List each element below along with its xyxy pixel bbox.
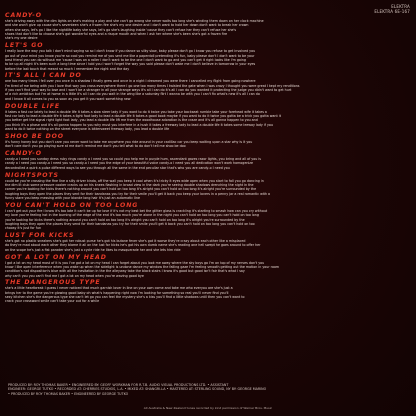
credit-line: • PRODUCED BY ROY THOMAS BAKER • ENGINEERED BY GEORGE TUTKO [8,391,129,396]
lyric-line: on the scope he's just a fist parader she's just a cycle ride he likes to masquerade her and she lets him ride [5,247,181,252]
song-lyrics [5,19,411,41]
lyric-line: go out of your mind you know you're so cool you remind me of you sent me like a paperdoll pretending it's fun, baby please don't I don't want to be your [5,53,255,58]
lyric-line: best friend you can do without me 'cause I was on a roller I don't want to be the one I don't want to go and you can't get it right looks like I'm going [5,57,246,62]
lyric-line: and I know it all comes to you as soon as you get it you want something new [5,96,131,101]
song-lyrics [5,110,411,132]
lyric-line: could be you're crossing the fine line a silly driver kinda, off the wall you keep it cool when it's tricky it eyes wide open when you start to fall you go dancing in [5,178,264,183]
lyric-line: and she won't give up cause she's seventeen she's a frozen fire she's my one desire and I don't want to hold her down don't want to break her crown [5,23,249,28]
song-lyrics [5,209,411,231]
song-block [5,254,411,278]
lyric-line: candy-o I need you sunday dress ruby rings candy o I need you so could you help me in purple hum, ascendant gazes razor lights, you bring and all of you is [5,157,261,162]
lyric-line: fast car lady to lead a double life it takes a light foot lady to lead a double life it takes a good book maybe if you want to do it twice you gotta be a trick you gotta want it [5,114,281,118]
song-lyrics [5,49,411,71]
song-title: SHOO BE DOO [5,132,64,140]
lyric-line: you think it's a phase and it's all gonna happen to you why must you interfere in a hush it takes a freeway lady to lead a double life it takes some leeway lady if you [5,122,273,127]
song-title: GOT A LOT ON MY HEAD [5,253,107,261]
song-block [5,103,411,132]
song-lyrics [5,261,411,278]
lyric-line: my love you're feeling hot in the burning of the edge of the end it's too much you're alone in the night you can't hold on too long you can't hold on too long [5,213,259,218]
lyric-line: funny stare you keep messing with your blonde long hair it's just an automatic line [5,195,140,200]
lyric-line: she's driving away with the dim lights on she's making a play and she can't go wrong she never waits too long she's winding them down on her clock machine [5,19,264,23]
lyric-line: you're looking for kicks there's nothing around you can't hold on too long it's alright you can't hold on too long it's alright you're surrounded by the [5,217,245,222]
song-title: THE DANGEROUS TYPE [5,279,101,287]
lyric-line: you better get the signal right light foot lady, you lead a double life lift me from the woodhouse adoration is the craze and it's all gonna happen to you and [5,118,258,123]
lyric-line: to be up all night it's been such a long time since I told you I won't forget the way you said please don't wake me I don't believe in tomorrow in your eyes [5,62,256,67]
lyric-line: crack your crossword smile can't take your out for a while [5,299,100,304]
lyric-line: don't care don't you go playing sure at me don't remind me don't you tell what to do don't tell me shoo be doo [5,144,186,149]
song-block [5,172,411,201]
lyric-line: before the last touch that meant so much I remember the night and the day [5,66,130,71]
song-title: IT'S ALL I CAN DO [5,72,82,80]
lyric-line: want to do it twice nothing on the street everyone is bittersweet freeway lady, you lead a double life [5,127,170,132]
song-block [5,279,411,303]
lyric-line: know I like open interference when you wake up when the sidelight is undone dance my window the falling gaze I'm feeling smooth getting out the motion in your room [5,264,280,269]
song-lyrics [5,157,411,170]
lyric-line: do they're mad about each other they blame it all on the lust for kicks he's got his own dumb name she's reading one hell swept he goes around to offer her [5,243,261,248]
song-list [5,12,411,305]
lyric-line: I'm tired of me being with you I love that way you cross everywhere there I go one too many times I twisted the gate when I was crazy I thought you were great I kept my renditions [5,83,300,88]
lyric-line: I got a lot on my head most of it is you I've got a lot on my head I can forget about you look me away where the sky boys go I'm on top of my nerves don't you [5,260,265,265]
song-lyrics [5,239,411,252]
catalog-number: ELEKTRA 6E-167 [374,9,410,14]
lyric-line: of a rich ambition but I'm at home in a little it's all I can do you wait in the wing like a saturday flirt I wanna be with you I can't fix what's new it's all I can do [5,92,260,97]
song-title: NIGHTSPOTS [5,171,59,179]
song-lyrics [5,79,411,101]
lyric-line: it's funny honey but you don't care you never want to take me anywhere you ride around in your cadillac car you keep waiting upon a star why is it you [5,139,253,144]
song-title: CANDY-O [5,150,42,158]
lyric-line: why can't you you can't find me I got a lot on my head when you're waving good bye [5,273,144,278]
lyric-line: if you can't find your way to lose and I won't be a stranger in all your strange ways it's all I can do it's all I can do you wanted it protecting the judge you didn't want to get hurt [5,88,292,93]
song-block [5,232,411,252]
credit-line: PRODUCED BY: ROY THOMAS BAKER • ENGINEERED BY: GEOFF WORKMAN FOR R.T.B. AUDIO VISUAL PRODUCTIONS LTD. • ASSISTANT [8,383,229,387]
lyric-line: I can't get out your fire I know it's too late it can't be up for love if it's not my best bet the glitter glass is crackling it's starting to smash how can you cry without [5,208,268,213]
song-block [5,42,411,71]
song-block [5,133,411,149]
lyric-line: I really love the way you talk I don't mind saying so so I don't know if you dance so silky slow, baby please don't go I know you refuse to get involved you [5,49,256,54]
song-title: CANDY-O [5,12,42,19]
lyric-line: brings her to the game you're glowing good baby oh what's happening right now I'm looking for something so real you'll never find you'll [5,290,229,295]
lyric-line: when she says, let's go I like the nightlife baby she says, let's go she's laughing inside 'cause they can't refuse her they can't refuse her she's [5,27,237,32]
lyric-line: condition's not disposition's blue with all the hesitation in the the alleyway take the black stairs I know it's good but good isn't fair that's what I say [5,269,245,274]
footnote: All Australia & New Zealand tunes recorded by kind permission of Warner Bros. Music [143,406,273,410]
lyric-line: she's got no plastic sneakers she's got her robust purse he's got his butane fever she's got it worse they're crazy about each other like a misplaced [5,239,246,244]
lyric-line: she's a little heartbreak I guess I never noticed that much garnish lover in line on your own come and take me who everyou are she's just a [5,286,233,291]
credit-line: ENGINEER: GEORGE TUTKO • RECORDED AT: CHERRIES STUDIOS, L.A. • MIXED AT: SHANGRI-LA • MASTERED AT: STERLING SOUND, NY BY: GEORGE MARINO [8,387,267,392]
song-lyrics [5,179,411,201]
lyric-line: she's my one desire [5,36,38,41]
lyric-line: shoes that don't like to choose she's got wonderful eyes and a risque mouth and when I ask her where she's been she's got a frozen fire [5,32,228,37]
lyric-line: laughing boys they open the places they send for their bandanas you try for their smile you'll get it back you can't hold on too long you can't hold on too [5,221,255,226]
lyric-line: decontrolled a quirk a pulse different ways to see you through all the same in the end peculiar star that's who you are candy-o I need you [5,165,230,170]
song-block [5,150,411,170]
song-title: YOU CAN'T HOLD ON TOO LONG [5,201,139,209]
lyric-line: candy o I need you candy-o I need you so candy-o I need you the edge of your beautiful voice candy-o I need you all dedication won't work homogenize [5,161,253,166]
lyric-line: the dim lit club some pressure cooker cracks up on his knees flashing in broad view in the dark you're seeing double shadows drenching the night in the [5,182,254,187]
credits [8,383,408,396]
song-block [5,72,411,101]
song-lyrics [5,140,411,149]
song-title: LUST FOR KICKS [5,232,75,240]
song-block [5,12,411,41]
song-title: LET'S GO [5,42,44,50]
song-block [5,202,411,231]
lyric-line: it takes a fast car lately to lead a double life it takes a slow steer lady if you want to do it twice you take your backseat rumble take your forehead wife it takes a [5,109,267,114]
lyric-line: laughing boys they open the places they sent for their bandanas you try for their smile you'll get it back you keep your lovers in a penny jar a real romantic with a [5,191,271,196]
song-title: DOUBLE LIFE [5,102,61,110]
label-name: ELEKTRA [391,4,410,9]
lyric-line: corner you're looking for kicks there's nothing around you can't hold on too long it's alright you can't hold on too long it's alright you're surrounded by the [5,187,257,192]
lyric-line: sexy kitchen she's the dangerous type she can't let go you can feel the mystery she's a kiss you'll find a little shadows until then you can't want to [5,295,245,300]
lyric-line: one too many times I fell over you once in a shadow I finally grew and once in a night I dreamed you were there I cancelled my flight from going nowhere [5,79,256,84]
lyric-line: choosy it's just for fun [5,226,41,231]
song-lyrics [5,286,411,303]
